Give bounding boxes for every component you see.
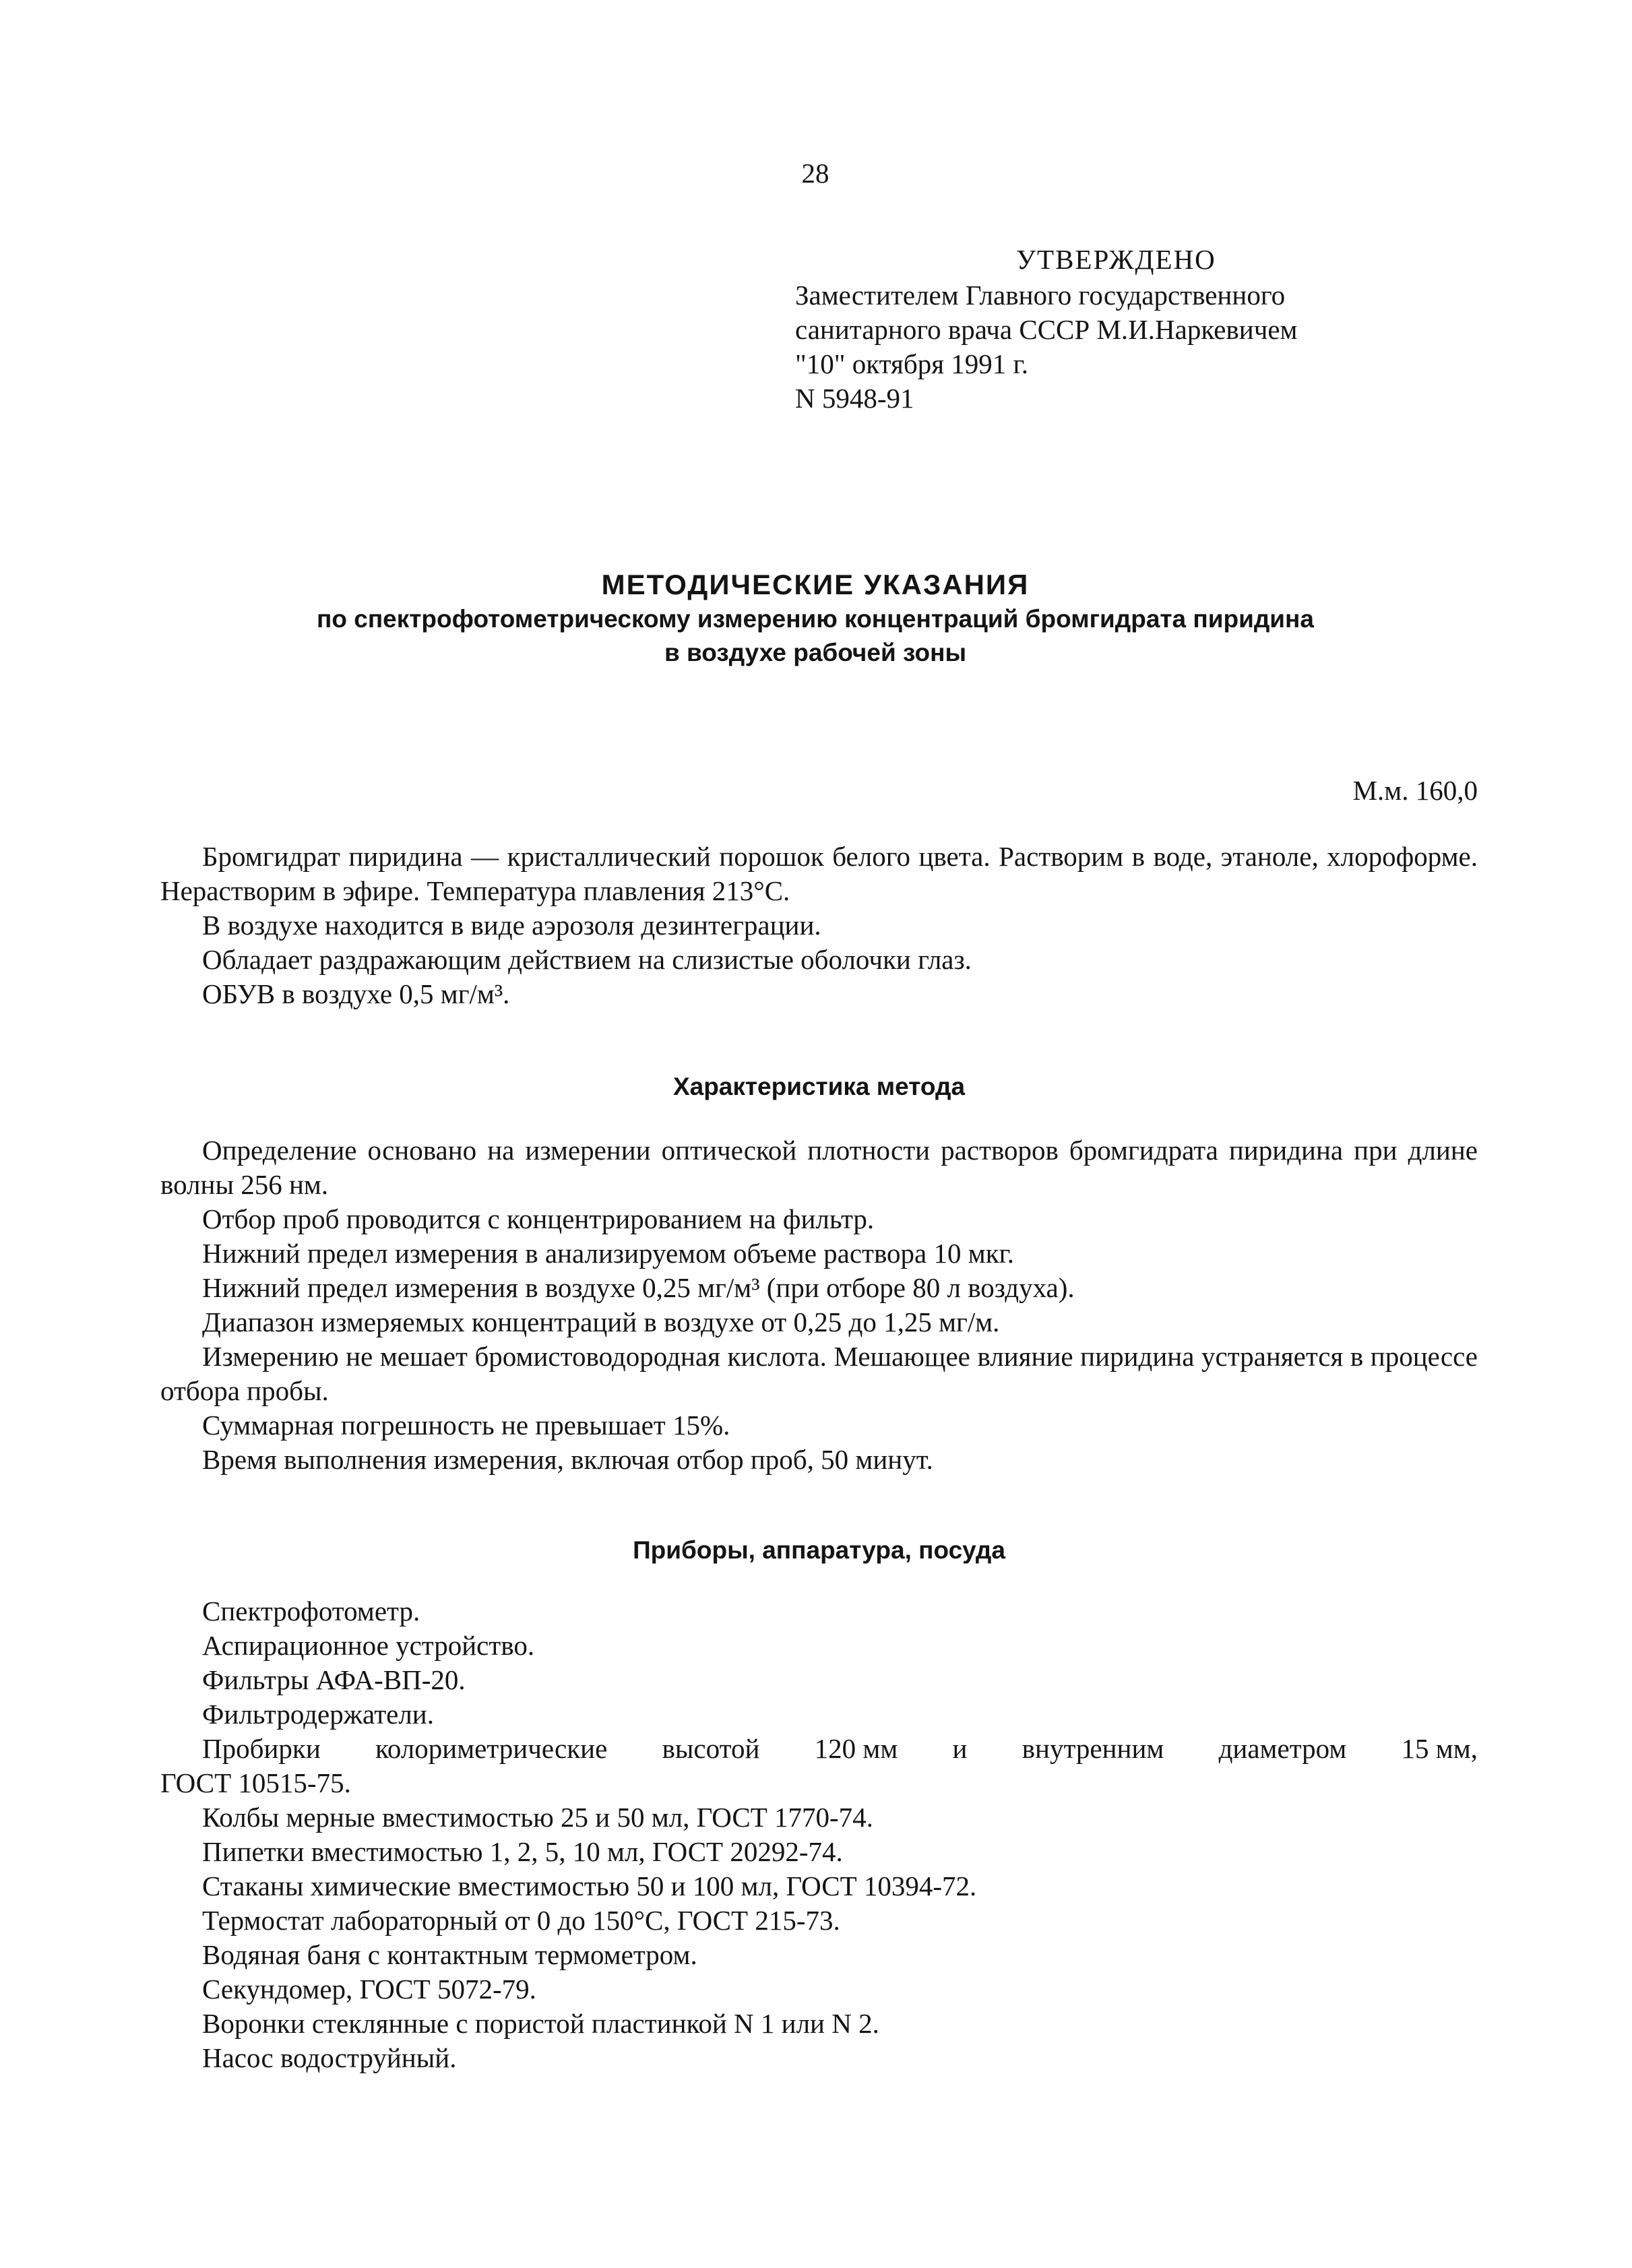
- word: колориметрические: [375, 1733, 608, 1764]
- list-item: Стаканы химические вместимостью 50 и 100 мл, ГОСТ 10394-72.: [202, 1870, 977, 1901]
- list-item-continuation: ГОСТ 10515-75.: [160, 1767, 351, 1798]
- list-item: Колбы мерные вместимостью 25 и 50 мл, ГОСТ 1770-74.: [202, 1802, 873, 1833]
- word: внутренним: [1022, 1733, 1164, 1764]
- main-title: МЕТОДИЧЕСКИЕ УКАЗАНИЯ: [601, 569, 1030, 600]
- word: и: [952, 1733, 968, 1764]
- paragraph: Отбор проб проводится с концентрированием на фильтр.: [202, 1203, 875, 1234]
- list-item-line: [160, 1732, 1478, 1766]
- paragraph: Суммарная погрешность не превышает 15%.: [202, 1410, 730, 1441]
- list-item: Водяная баня с контактным термометром.: [202, 1939, 697, 1970]
- list-item: Аспирационное устройство.: [202, 1630, 535, 1661]
- list-item: Фильтродержатели.: [202, 1699, 434, 1730]
- paragraph: Нижний предел измерения в анализируемом объеме раствора 10 мкг.: [202, 1238, 1015, 1269]
- subtitle-line: по спектрофотометрическому измерению концентраций бромгидрата пиридина: [317, 605, 1314, 633]
- word: 120 мм: [814, 1733, 898, 1764]
- paragraph: Бромгидрат пиридина — кристаллический порошок белого цвета. Растворим в воде, этаноле, хлороформе. Нерастворим в эфире. Температура плавления 213°С.: [160, 841, 1478, 906]
- word: 15 мм,: [1401, 1733, 1478, 1764]
- intro-section: [160, 840, 1478, 1011]
- section-heading: Приборы, аппаратура, посуда: [633, 1536, 1005, 1564]
- paragraph: Обладает раздражающим действием на слизистые оболочки глаз.: [202, 944, 972, 975]
- approval-date: "10" октября 1991 г.: [795, 348, 1028, 379]
- approval-line: Заместителем Главного государственного: [795, 280, 1286, 311]
- approval-number: N 5948-91: [795, 383, 914, 414]
- paragraph: В воздухе находится в виде аэрозоля дезинтеграции.: [202, 910, 821, 941]
- paragraph: Определение основано на измерении оптической плотности растворов бромгидрата пиридина при длине волны 256 нм.: [160, 1135, 1478, 1200]
- list-item: Пипетки вместимостью 1, 2, 5, 10 мл, ГОСТ 20292-74.: [202, 1836, 843, 1867]
- subtitle-line: в воздухе рабочей зоны: [664, 639, 967, 666]
- word: диаметром: [1218, 1733, 1347, 1764]
- document-title: [202, 567, 1429, 670]
- list-item: Секундомер, ГОСТ 5072-79.: [202, 1974, 536, 2005]
- word: Пробирки: [202, 1733, 321, 1764]
- list-item: Насос водоструйный.: [202, 2042, 457, 2073]
- approval-title: УТВЕРЖДЕНО: [1016, 244, 1216, 275]
- paragraph: Нижний предел измерения в воздухе 0,25 мг/м³ (при отборе 80 л воздуха).: [202, 1272, 1075, 1303]
- page-number: 28: [801, 158, 829, 189]
- paragraph: Время выполнения измерения, включая отбор проб, 50 минут.: [202, 1444, 933, 1475]
- list-item: Термостат лабораторный от 0 до 150°С, ГОСТ 215-73.: [202, 1905, 840, 1936]
- approval-line: санитарного врача СССР М.И.Наркевичем: [795, 314, 1298, 345]
- paragraph: ОБУВ в воздухе 0,5 мг/м³.: [202, 978, 510, 1009]
- list-item: Воронки стеклянные с пористой пластинкой N 1 или N 2.: [202, 2008, 879, 2039]
- list-item: Спектрофотометр.: [202, 1596, 420, 1627]
- paragraph: Измерению не мешает бромистоводородная кислота. Мешающее влияние пиридина устраняется в процессе отбора пробы.: [160, 1341, 1478, 1406]
- equipment-section: [160, 1594, 1478, 2075]
- list-item: [160, 1732, 1478, 1800]
- list-item: Фильтры АФА-ВП-20.: [202, 1664, 466, 1695]
- method-section: [160, 1133, 1478, 1477]
- paragraph: Диапазон измеряемых концентраций в воздухе от 0,25 до 1,25 мг/м.: [202, 1306, 1000, 1337]
- word: высотой: [662, 1733, 760, 1764]
- section-heading: Характеристика метода: [672, 1073, 966, 1100]
- molecular-mass: М.м. 160,0: [1352, 775, 1478, 806]
- approval-stamp: [795, 243, 1469, 416]
